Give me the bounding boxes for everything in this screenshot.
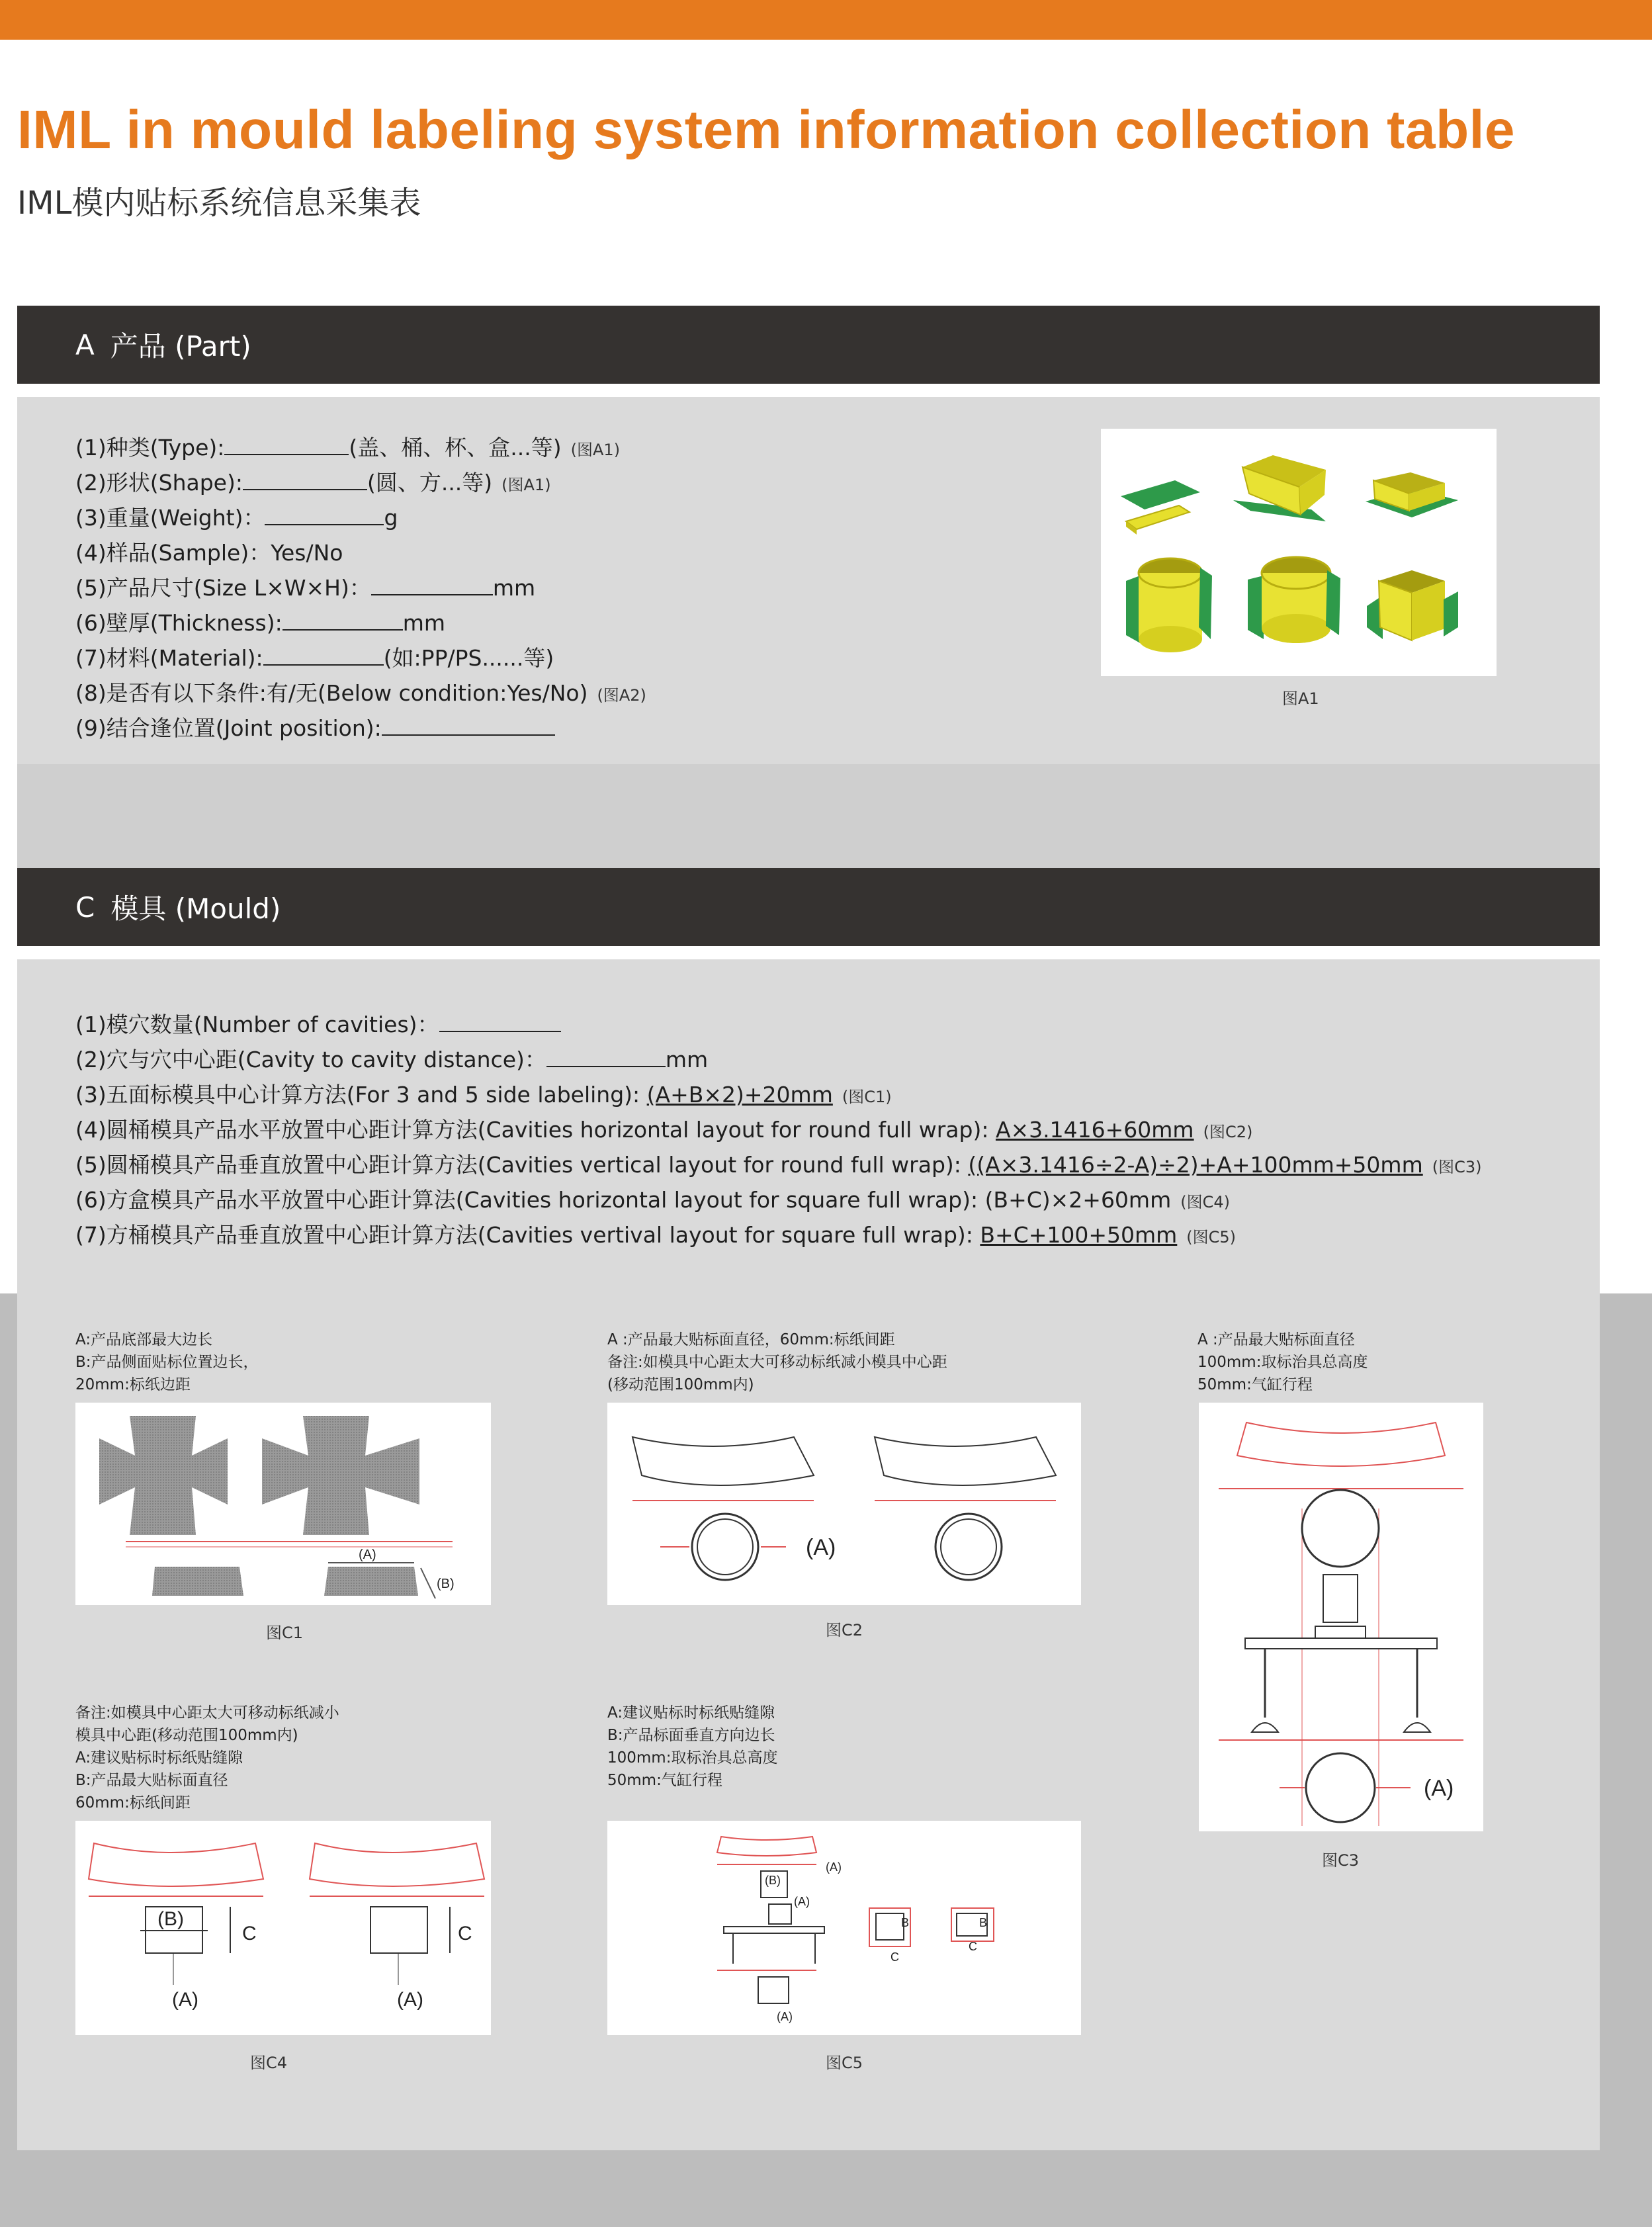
section-a-header [17, 306, 1600, 384]
figure-c5-drawing [607, 1821, 1081, 2035]
type-field[interactable] [224, 431, 349, 455]
cavities-field[interactable] [439, 1008, 561, 1032]
figure-a1-drawing [1101, 429, 1497, 676]
figure-c4-label-c: C [242, 1923, 257, 1944]
figure-c4 [75, 1821, 491, 2035]
figure-c5-caption: 图C5 [826, 2054, 863, 2072]
list-item: (7)材料(Material): (如:PP/PS......等) [75, 640, 646, 676]
material-field[interactable] [263, 642, 384, 666]
svg-text:B: B [979, 1916, 988, 1929]
list-item: (9)结合逢位置(Joint position): [75, 711, 646, 746]
figure-c1-label-a: (A) [359, 1548, 376, 1562]
size-field[interactable] [371, 572, 493, 595]
list-item: (5)产品尺寸(Size L×W×H)： mm [75, 570, 646, 605]
list-item: (7)方桶模具产品垂直放置中心距计算方法(Cavities vertival layout for square full wrap): B+C+100+50mm (图C5) [75, 1222, 1237, 1248]
figure-c5-notes: A:建议贴标时标纸贴缝隙 B:产品标面垂直方向边长 100mm:取标治具总高度 50mm:气缸行程 [607, 1704, 778, 1789]
figure-c5 [607, 1821, 1081, 2035]
figure-c5-label-bb: B [901, 1916, 910, 1929]
figure-c4-label-a: (A) [172, 1989, 198, 2011]
list-item: (6)方盒模具产品水平放置中心距计算法(Cavities horizontal layout for square full wrap): (B+C)×2+60mm (图C4) [75, 1187, 1230, 1213]
weight-field[interactable] [265, 502, 384, 525]
figure-c4-drawing [75, 1821, 491, 2035]
figure-c4-label-b: (B) [157, 1908, 184, 1930]
svg-text:(A): (A) [794, 1895, 810, 1908]
figure-c1-drawing [75, 1403, 491, 1605]
top-accent-bar [0, 0, 1652, 40]
figure-c5-label-b: (B) [765, 1874, 781, 1887]
page-subtitle: IML模内贴标系统信息采集表 [17, 185, 421, 222]
joint-position-field[interactable] [382, 712, 555, 736]
section-a-list [75, 430, 646, 746]
list-item: (2)形状(Shape): (圆、方...等) (图A1) [75, 465, 646, 500]
figure-c3-drawing [1199, 1403, 1483, 1831]
figure-c1-caption: 图C1 [266, 1624, 304, 1642]
figure-c2-caption: 图C2 [826, 1621, 863, 1639]
figure-c1-notes: A:产品底部最大边长 B:产品侧面贴标位置边长， 20mm:标纸边距 [75, 1331, 259, 1393]
figure-a1-caption: 图A1 [1282, 689, 1319, 708]
section-c-list [75, 1007, 1481, 1252]
figure-c2-drawing [607, 1403, 1081, 1605]
svg-text:C: C [458, 1923, 472, 1944]
figure-c2 [607, 1403, 1081, 1605]
figure-c5-label-a: (A) [777, 2010, 793, 2023]
figure-c4-caption: 图C4 [250, 2054, 288, 2072]
list-item: (4)圆桶模具产品水平放置中心距计算方法(Cavities horizontal layout for round full wrap): A×3.1416+60mm (图C2) [75, 1117, 1253, 1143]
list-item: (3)重量(Weight)： g [75, 500, 646, 535]
figure-c4-notes: 备注:如模具中心距太大可移动标纸减小 模具中心距(移动范围100mm内) A:建议贴标时标纸贴缝隙 B:产品最大贴标面直径 60mm:标纸间距 [75, 1704, 339, 1812]
figure-c2-notes: A :产品最大贴标面直径，60mm:标纸间距 备注:如模具中心距太大可移动标纸减小模具中心距 (移动范围100mm内) [607, 1331, 947, 1393]
list-item: (2)穴与穴中心距(Cavity to cavity distance)： mm [75, 1042, 1481, 1077]
list-item: (1)种类(Type): (盖、桶、杯、盒...等) (图A1) [75, 430, 646, 465]
figure-c2-label-a: (A) [806, 1535, 836, 1560]
section-c-header [17, 868, 1600, 946]
section-gap [17, 764, 1600, 869]
figure-c5-label-c: C [891, 1950, 899, 1964]
section-c-letter: C [75, 891, 95, 924]
shape-field[interactable] [243, 466, 367, 490]
section-a-letter: A [75, 328, 95, 361]
svg-text:(A): (A) [397, 1989, 423, 2011]
list-item: (1)模穴数量(Number of cavities)： [75, 1007, 1481, 1042]
figure-c1 [75, 1403, 491, 1605]
figure-c3-label-a: (A) [1424, 1776, 1454, 1801]
list-item: (4)样品(Sample)：Yes/No [75, 540, 343, 566]
figure-c3-notes: A :产品最大贴标面直径 100mm:取标治具总高度 50mm:气缸行程 [1197, 1331, 1368, 1393]
svg-text:(A): (A) [826, 1860, 842, 1874]
figure-a1 [1101, 429, 1497, 676]
page-title: IML in mould labeling system information collection table [17, 100, 1516, 160]
section-c-title: 模具 (Mould) [110, 893, 281, 925]
cavity-distance-field[interactable] [546, 1043, 666, 1067]
thickness-field[interactable] [283, 607, 403, 631]
section-a-title: 产品 (Part) [110, 330, 251, 363]
list-item: (5)圆桶模具产品垂直放置中心距计算方法(Cavities vertical layout for round full wrap): ((A×3.1416÷2-A)÷2)+A+100mm+50mm (图C3) [75, 1152, 1482, 1178]
list-item: (3)五面标模具中心计算方法(For 3 and 5 side labeling): (A+B×2)+20mm (图C1) [75, 1082, 892, 1108]
figure-c3-caption: 图C3 [1322, 1851, 1360, 1870]
figure-c1-label-b: (B) [437, 1577, 455, 1591]
figure-c3 [1199, 1403, 1483, 1831]
svg-text:C: C [969, 1940, 977, 1953]
list-item: (8)是否有以下条件:有/无(Below condition:Yes/No) (图A2) [75, 680, 646, 706]
list-item: (6)壁厚(Thickness): mm [75, 605, 646, 640]
